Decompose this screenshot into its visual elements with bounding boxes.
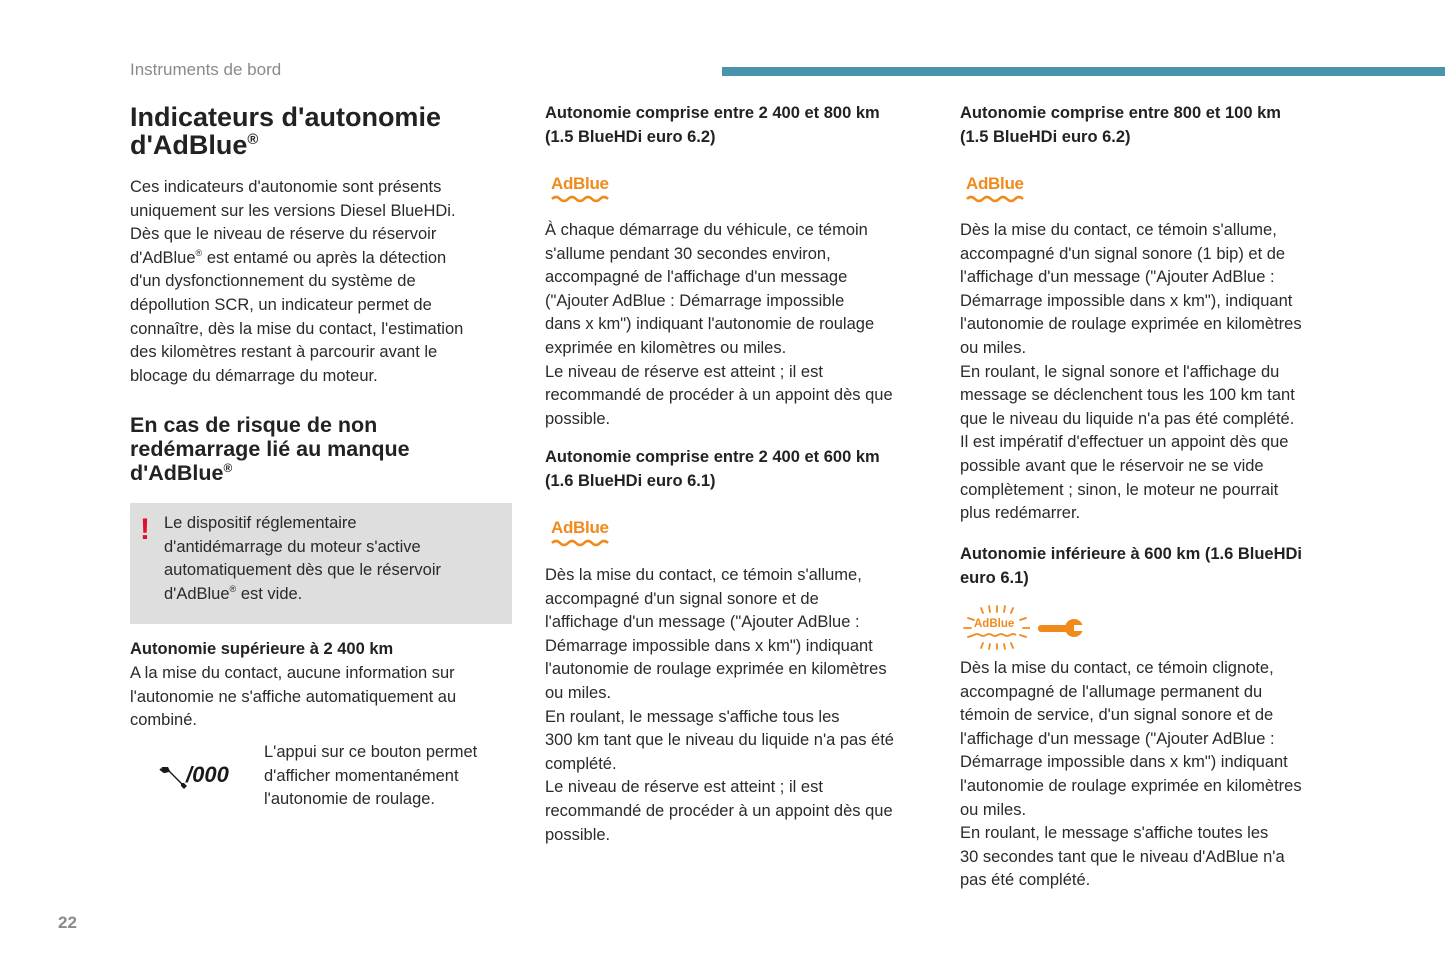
range-above-heading: Autonomie supérieure à 2 400 km xyxy=(130,640,394,658)
intro-line: Dès que le niveau de réserve du réservoir xyxy=(130,225,437,244)
warning-box xyxy=(130,503,512,624)
range-above-text: A la mise du contact, aucune information sur l'autonomie ne s'affiche automatiquement au combiné. xyxy=(130,664,457,730)
range-below-600-text: Dès la mise du contact, ce témoin clignote, accompagné de l'allumage permanent du témoin de service, d'un signal sonore et de l'affichage d'un message ("Ajouter AdBlue : Démarrage impossible dans x km") indiquant l'autonomie de roulage exprimée en kilomètres ou miles. En roulant, le message s'affiche toutes les 30 secondes tant que le niveau d'AdBlue n'a pas été complété. xyxy=(960,659,1302,890)
intro-paragraph xyxy=(130,176,512,388)
range-800-100-heading: Autonomie comprise entre 800 et 100 km (1.5 BlueHDi euro 6.2) xyxy=(960,104,1281,146)
range-2400-600-text: Dès la mise du contact, ce témoin s'allume, accompagné d'un signal sonore et de l'affichage d'un message ("Ajouter AdBlue : Démarrage impossible dans x km") indiquant l'autonomie de roulage exprimée en kilomètres ou miles. En roulant, le message s'affiche tous les 300 km tant que le niveau du liquide n'a pas été complété. Le niveau de réserve est atteint ; il est recommandé de procéder à un appoint dès que possible. xyxy=(545,566,894,844)
warning-exclamation-icon: ! xyxy=(140,513,150,546)
section-label: Instruments de bord xyxy=(130,60,282,79)
intro-line: blocage du démarrage du moteur. xyxy=(130,366,378,385)
intro-line: Ces indicateurs d'autonomie sont présents xyxy=(130,178,442,196)
range-below-600-heading: Autonomie inférieure à 600 km (1.6 BlueHDi euro 6.1) xyxy=(960,545,1303,587)
range-800-100-text: Dès la mise du contact, ce témoin s'allume, accompagné d'un signal sonore (1 bip) et de l'affichage d'un message ("Ajouter AdBlue : Démarrage impossible dans x km"), indiquant l'autonomie de roulage exprimée en kilomètres ou miles. En roulant, le signal sonore et l'affichage du message se déclenchent tous les 100 km tant que le niveau du liquide n'a pas été complété. Il est impératif d'effectuer un appoint dès que possible avant que le réservoir ne se vide complètement ; sinon, le moteur ne pourrait plus redémarrer. xyxy=(960,221,1302,523)
page-title xyxy=(130,103,441,159)
intro-line: connaître, dès la mise du contact, l'estimation xyxy=(130,319,464,338)
range-2400-600-heading: Autonomie comprise entre 2 400 et 600 km (1.6 BlueHDi euro 6.1) xyxy=(545,448,880,490)
adblue-flashing-label: AdBlue xyxy=(974,618,1015,630)
warning-lamp-group xyxy=(960,604,1090,650)
registered-mark: ® xyxy=(247,132,259,148)
adblue-warning-icon: AdBlue xyxy=(966,174,1030,208)
range-2400-800-text: À chaque démarrage du véhicule, ce témoin s'allume pendant 30 secondes environ, accompagné de l'affichage d'un message ("Ajouter AdBlue : Démarrage impossible dans x km") indiquant l'autonomie de roulage exprimée en kilomètres ou miles. Le niveau de réserve est atteint ; il est recommandé de procéder à un appoint dès que possible. xyxy=(545,221,893,428)
intro-line: uniquement sur les versions Diesel BlueHDi. xyxy=(130,201,456,220)
intro-line: dépollution SCR, un indicateur permet de xyxy=(130,295,432,314)
header-accent-bar xyxy=(722,67,1445,76)
wrench-icon xyxy=(158,764,188,790)
odometer-readout: /000 xyxy=(186,762,229,787)
adblue-warning-icon: AdBlue xyxy=(551,174,615,208)
intro-line: d'un dysfonctionnement du système de xyxy=(130,272,416,291)
intro-line: des kilomètres restant à parcourir avant le xyxy=(130,343,438,362)
adblue-warning-icon: AdBlue xyxy=(551,518,615,552)
title-line-2: d'AdBlue xyxy=(130,130,248,160)
button-description: L'appui sur ce bouton permet d'afficher momentanément l'autonomie de roulage. xyxy=(264,743,478,809)
warning-text: Le dispositif réglementaire d'antidémarrage du moteur s'active automatiquement dès que le réservoir d'AdBlue® est vide. xyxy=(164,514,441,603)
range-2400-800-heading: Autonomie comprise entre 2 400 et 800 km (1.5 BlueHDi euro 6.2) xyxy=(545,104,880,146)
page-number: 22 xyxy=(58,913,77,932)
service-wrench-icon xyxy=(1038,617,1084,639)
title-line-1: Indicateurs d'autonomie xyxy=(130,102,441,132)
intro-line: d'AdBlue® est entamé ou après la détection xyxy=(130,247,447,267)
section-subtitle: En cas de risque de non redémarrage lié au manque d'AdBlue® xyxy=(130,413,410,485)
